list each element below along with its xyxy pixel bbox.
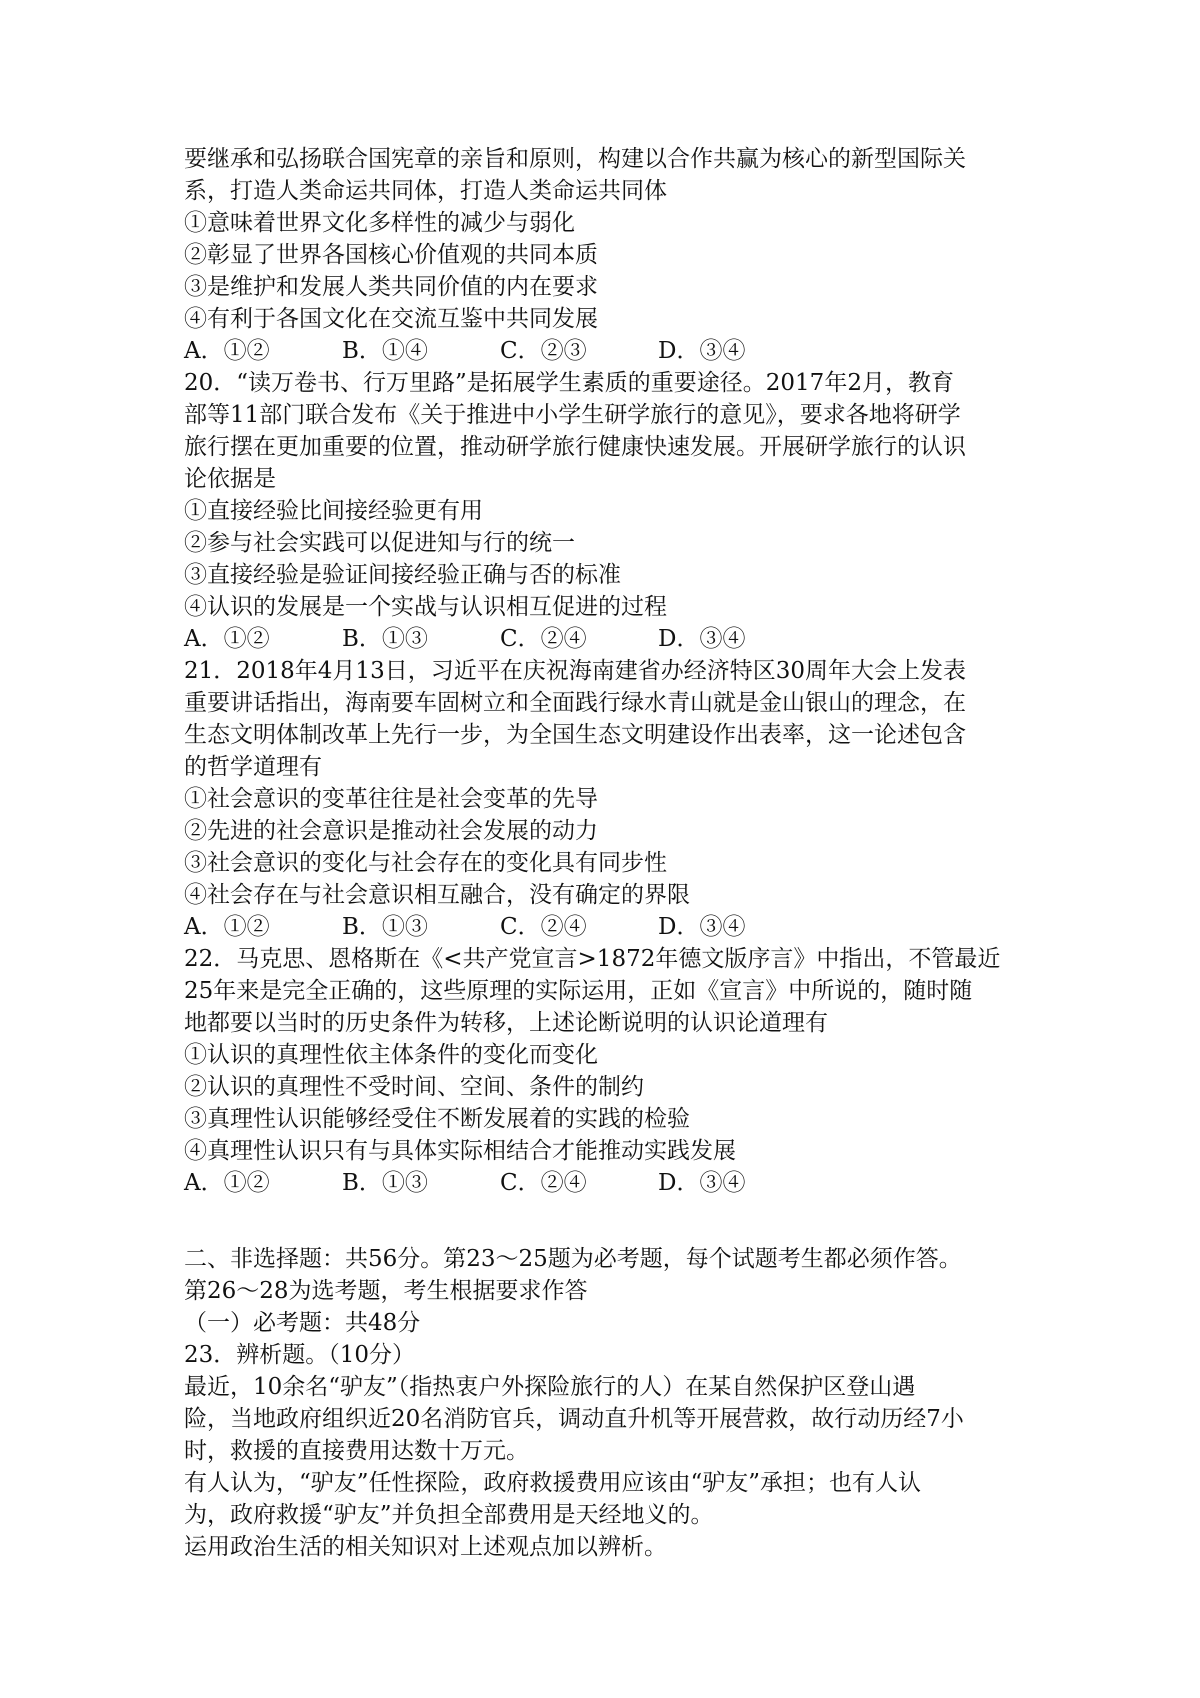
question-stem-line: 要继承和弘扬联合国宪章的亲旨和原则，构建以合作共赢为核心的新型国际关 [184, 146, 966, 172]
question-21 [184, 655, 1034, 943]
question-body-line: 运用政治生活的相关知识对上述观点加以辨析。 [184, 1534, 667, 1560]
question-title: 23．辨析题。（10分） [184, 1342, 416, 1368]
question-stem-line: 25年来是完全正确的，这些原理的实际运用，正如《宣言》中所说的，随时随 [184, 978, 973, 1004]
question-stem-line: 部等11部门联合发布《关于推进中小学生研学旅行的意见》，要求各地将研学 [184, 402, 961, 428]
option-a: A．①② [184, 338, 270, 364]
question-stem-line: 20．“读万卷书、行万里路”是拓展学生素质的重要途径。2017年2月，教育 [184, 370, 954, 396]
option-d: D．③④ [658, 914, 746, 940]
statement-2: ②先进的社会意识是推动社会发展的动力 [184, 818, 598, 844]
statement-4: ④有利于各国文化在交流互鉴中共同发展 [184, 306, 598, 332]
statement-3: ③直接经验是验证间接经验正确与否的标准 [184, 562, 621, 588]
section-heading: 二、非选择题：共56分。第23～25题为必考题，每个试题考生都必须作答。 [184, 1246, 962, 1272]
subsection-heading: （一）必考题：共48分 [184, 1310, 421, 1336]
statement-2: ②认识的真理性不受时间、空间、条件的制约 [184, 1074, 644, 1100]
section-2-header [184, 1243, 1034, 1339]
statement-1: ①直接经验比间接经验更有用 [184, 498, 483, 524]
statement-4: ④真理性认识只有与具体实际相结合才能推动实践发展 [184, 1138, 736, 1164]
question-stem-line: 地都要以当时的历史条件为转移，上述论断说明的认识论道理有 [184, 1010, 828, 1036]
question-body-line: 最近，10余名“驴友”（指热衷户外探险旅行的人）在某自然保护区登山遇 [184, 1374, 916, 1400]
option-a: A．①② [184, 914, 270, 940]
exam-page [184, 143, 1034, 1563]
option-d: D．③④ [658, 338, 746, 364]
statement-3: ③社会意识的变化与社会存在的变化具有同步性 [184, 850, 667, 876]
statement-2: ②彰显了世界各国核心价值观的共同本质 [184, 242, 598, 268]
statement-2: ②参与社会实践可以促进知与行的统一 [184, 530, 575, 556]
question-stem-line: 重要讲话指出，海南要车固树立和全面践行绿水青山就是金山银山的理念，在 [184, 690, 966, 716]
question-stem-line: 21．2018年4月13日，习近平在庆祝海南建省办经济特区30周年大会上发表 [184, 658, 966, 684]
statement-1: ①意味着世界文化多样性的减少与弱化 [184, 210, 575, 236]
option-b: B．①④ [342, 338, 428, 364]
answer-options [184, 1167, 1034, 1199]
question-stem-line: 的哲学道理有 [184, 754, 322, 780]
question-19 [184, 143, 1034, 367]
option-d: D．③④ [658, 1170, 746, 1196]
statement-4: ④社会存在与社会意识相互融合，没有确定的界限 [184, 882, 690, 908]
section-spacer [184, 1199, 1034, 1243]
option-c: C．②④ [500, 914, 587, 940]
answer-options [184, 911, 1034, 943]
option-a: A．①② [184, 1170, 270, 1196]
answer-options [184, 335, 1034, 367]
question-stem-line: 系，打造人类命运共同体，打造人类命运共同体 [184, 178, 667, 204]
statement-4: ④认识的发展是一个实战与认识相互促进的过程 [184, 594, 667, 620]
question-23 [184, 1339, 1034, 1563]
option-b: B．①③ [342, 626, 428, 652]
question-22 [184, 943, 1034, 1199]
question-body-line: 有人认为，“驴友”任性探险，政府救援费用应该由“驴友”承担；也有人认 [184, 1470, 922, 1496]
option-a: A．①② [184, 626, 270, 652]
option-d: D．③④ [658, 626, 746, 652]
question-stem-line: 旅行摆在更加重要的位置，推动研学旅行健康快速发展。开展研学旅行的认识 [184, 434, 966, 460]
question-body-line: 为，政府救援“驴友”并负担全部费用是天经地义的。 [184, 1502, 714, 1528]
statement-1: ①认识的真理性依主体条件的变化而变化 [184, 1042, 598, 1068]
option-c: C．②④ [500, 1170, 587, 1196]
statement-3: ③是维护和发展人类共同价值的内在要求 [184, 274, 598, 300]
question-stem-line: 论依据是 [184, 466, 276, 492]
option-b: B．①③ [342, 914, 428, 940]
question-stem-line: 22．马克思、恩格斯在《<共产党宣言>1872年德文版序言》中指出，不管最近 [184, 946, 1001, 972]
statement-3: ③真理性认识能够经受住不断发展着的实践的检验 [184, 1106, 690, 1132]
answer-options [184, 623, 1034, 655]
question-body-line: 险，当地政府组织近20名消防官兵，调动直升机等开展营救，故行动历经7小 [184, 1406, 964, 1432]
question-body-line: 时，救援的直接费用达数十万元。 [184, 1438, 529, 1464]
question-stem-line: 生态文明体制改革上先行一步，为全国生态文明建设作出表率，这一论述包含 [184, 722, 966, 748]
option-b: B．①③ [342, 1170, 428, 1196]
option-c: C．②③ [500, 338, 587, 364]
section-heading: 第26～28为选考题，考生根据要求作答 [184, 1278, 588, 1304]
option-c: C．②④ [500, 626, 587, 652]
question-20 [184, 367, 1034, 655]
statement-1: ①社会意识的变革往往是社会变革的先导 [184, 786, 598, 812]
